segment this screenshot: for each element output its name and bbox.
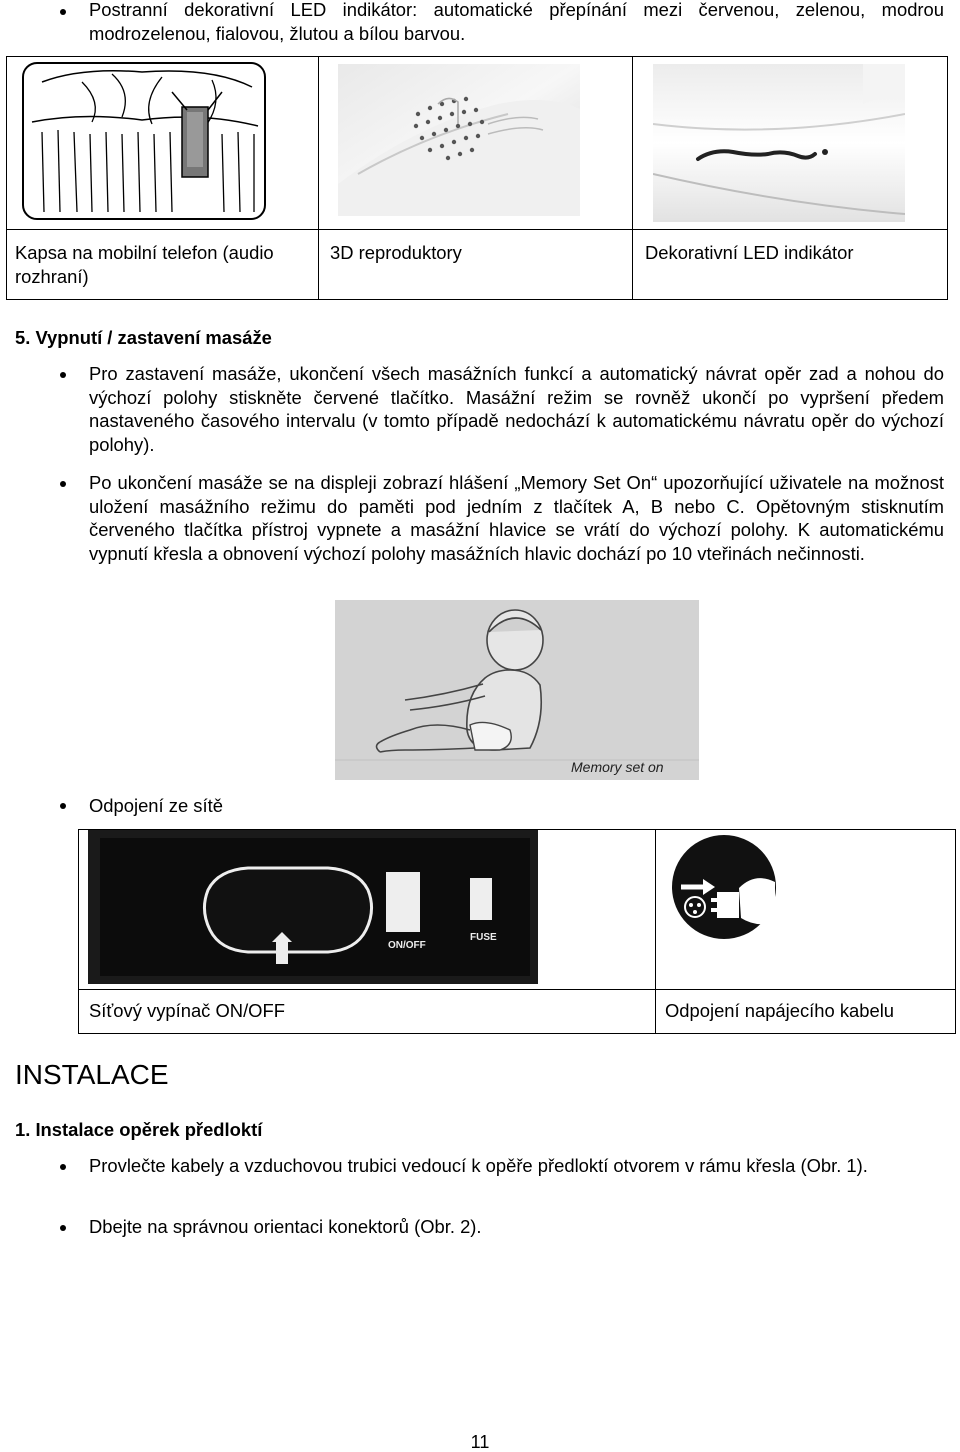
bullet-dot — [60, 1225, 66, 1231]
installation-step-cables: Provlečte kabely a vzduchovou trubici vedoucí k opěře předloktí otvorem v rámu křesla (Obr. 1). — [89, 1155, 868, 1176]
caption-unplug-cable: Odpojení napájecího kabelu — [665, 1000, 895, 1021]
top-bullet-text: Postranní dekorativní LED indikátor: automatické přepínání mezi červenou, zelenou, modrou modrozelenou, fialovou, žlutou a bílou barvou. — [89, 0, 944, 44]
led-indicator-photo — [653, 64, 905, 222]
bullet-dot — [60, 372, 66, 378]
unplug-cable-image — [667, 832, 781, 942]
section-heading-stop-massage: 5. Vypnutí / zastavení masáže — [15, 327, 272, 348]
page-number: 11 — [470, 1432, 490, 1452]
caption-speakers: 3D reproduktory — [330, 242, 462, 263]
on-off-switch-icon — [386, 872, 420, 932]
caption-led-indicator: Dekorativní LED indikátor — [645, 242, 854, 263]
caption-power-switch: Síťový vypínač ON/OFF — [89, 1000, 285, 1021]
caption-phone-pocket: Kapsa na mobilní telefon (audio rozhraní) — [15, 242, 274, 287]
feature-caption-cell — [633, 230, 948, 300]
phone-pocket-illustration — [22, 62, 266, 220]
speakers-photo — [338, 64, 580, 216]
memory-set-on-label: Memory set on — [571, 759, 664, 775]
stop-massage-paragraph: Pro zastavení masáže, ukončení všech masážních funkcí a automatický návrat opěr zad a nohou do výchozí polohy stiskněte červené tlačítko. Masážní režim se rovněž ukončí po vypršení předem nastaveného časového intervalu (v tomto případě nedochází k automatickému návratu opěr do výchozí polohy). — [89, 363, 944, 455]
installation-subheading: 1. Instalace opěrek předloktí — [15, 1119, 263, 1140]
installation-title: INSTALACE — [15, 1059, 169, 1090]
bullet-dot — [60, 1164, 66, 1170]
bullet-dot — [60, 481, 66, 487]
bullet-dot — [60, 9, 66, 15]
disconnect-bullet-text: Odpojení ze sítě — [89, 795, 223, 816]
feature-caption-cell — [318, 230, 633, 300]
memory-set-on-paragraph: Po ukončení masáže se na displeji zobrazí hlášení „Memory Set On“ upozorňující uživatele na možnost uložení masážního režimu do paměti pod jedním z tlačítek A, B nebo C. Opětovným stisknutím červeného tlačítka přístroj vypnete a masážní hlavice se vrátí do výchozí polohy. K automatickému vypnutí křesla a obnovení výchozí polohy masážních hlavic dochází po 10 vteřinách nečinnosti. — [89, 472, 944, 564]
memory-set-on-illustration — [335, 600, 699, 780]
installation-step-connectors: Dbejte na správnou orientaci konektorů (Obr. 2). — [89, 1216, 482, 1237]
fuse-icon — [470, 878, 492, 920]
fuse-label: FUSE — [470, 932, 497, 943]
on-off-label: ON/OFF — [388, 940, 426, 951]
bullet-dot — [60, 803, 66, 809]
power-panel-image — [88, 830, 538, 984]
